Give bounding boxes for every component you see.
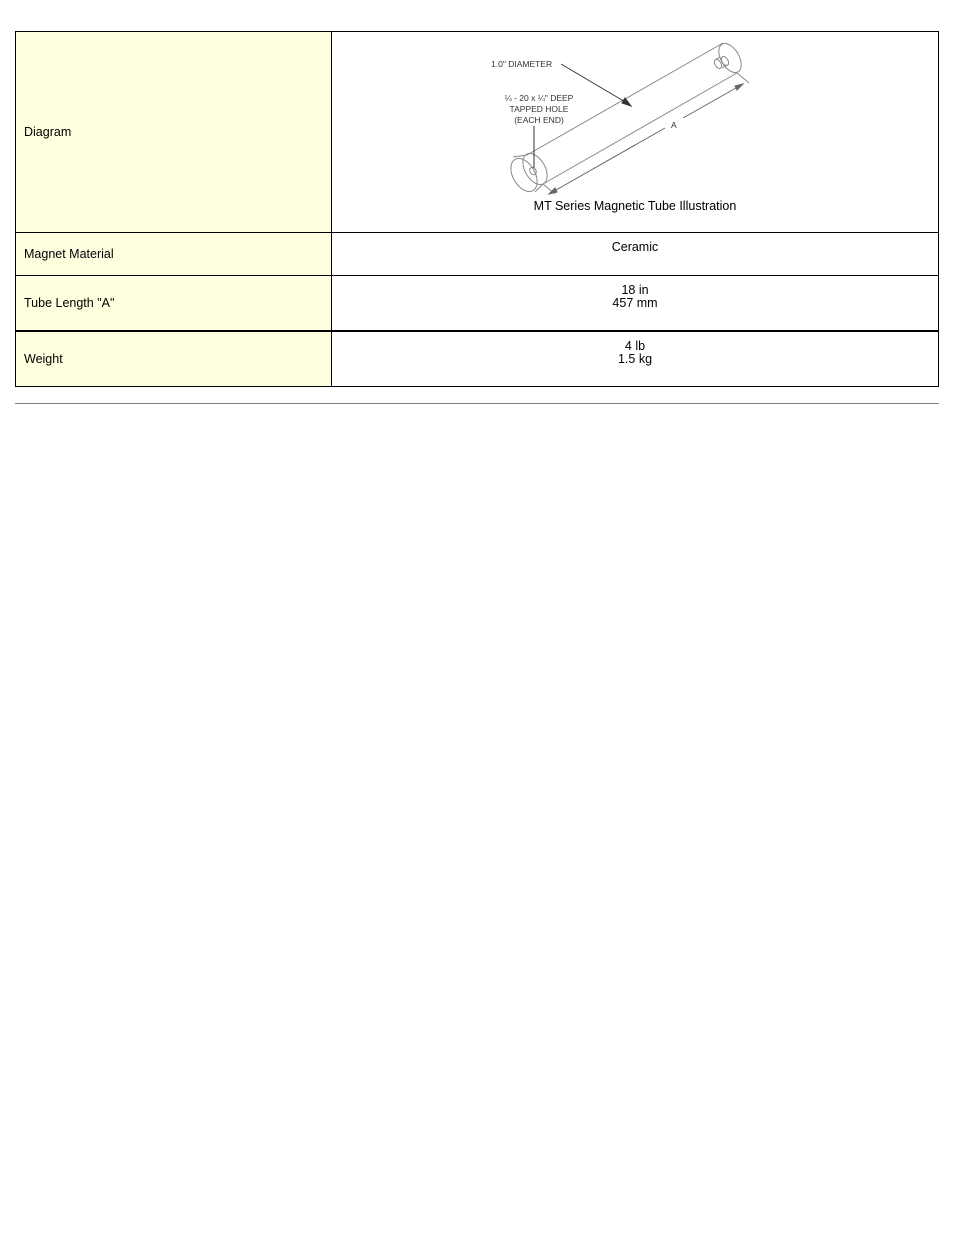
callout-hole-line-3: (EACH END) <box>514 115 564 125</box>
row-label-magnet-material: Magnet Material <box>16 233 332 276</box>
value-line: 4 lb <box>624 339 646 353</box>
value-line: 1.5 kg <box>617 352 653 366</box>
row-value-magnet-material <box>332 233 939 276</box>
value-line: 457 mm <box>612 296 658 310</box>
table-row <box>16 331 939 387</box>
callout-diameter: 1.0" DIAMETER <box>491 59 553 69</box>
diagram-cell <box>332 32 939 233</box>
callout-hole-line-1: ¼ - 20 x ¼" DEEP <box>504 93 574 103</box>
row-label-diagram: Diagram <box>16 32 332 233</box>
row-label-weight: Weight <box>16 331 332 387</box>
row-value-tube-length <box>332 276 939 332</box>
dimension-label: A <box>671 120 677 130</box>
table-row <box>16 233 939 276</box>
table-row <box>16 32 939 233</box>
value-line: Ceramic <box>611 240 659 254</box>
callout-hole-line-2: TAPPED HOLE <box>509 104 569 114</box>
magnetic-tube-illustration <box>475 32 795 202</box>
table-row <box>16 276 939 332</box>
value-line: 18 in <box>621 283 649 297</box>
row-label-tube-length: Tube Length "A" <box>16 276 332 332</box>
row-value-weight <box>332 331 939 387</box>
horizontal-divider <box>15 403 939 404</box>
spec-table <box>15 31 939 387</box>
diagram-caption: MT Series Magnetic Tube Illustration <box>533 199 737 213</box>
